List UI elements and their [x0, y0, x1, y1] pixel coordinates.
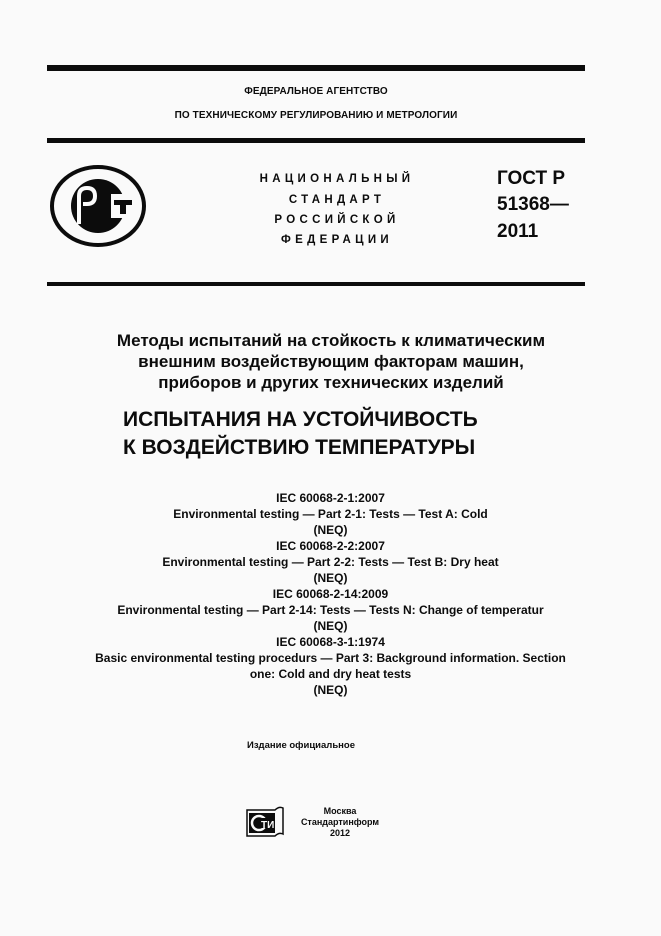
reference-title: Environmental testing — Part 2-1: Tests — Test A: Cold [173, 507, 488, 521]
designation-line-2: 51368— [497, 194, 569, 215]
bottom-rule [47, 282, 585, 286]
main-title-line-2: К ВОЗДЕЙСТВИЮ ТЕМПЕРАТУРЫ [123, 436, 476, 459]
agency-line-2: ПО ТЕХНИЧЕСКОМУ РЕГУЛИРОВАНИЮ И МЕТРОЛОГИИ [174, 110, 458, 121]
reference-degree: (NEQ) [313, 683, 348, 697]
reference-title: Environmental testing — Part 2-14: Tests — Tests N: Change of temperatur [117, 603, 544, 617]
reference-title-continued: one: Cold and dry heat tests [249, 667, 412, 681]
reference-title: Basic environmental testing procedurs — Part 3: Background information. Section [95, 651, 566, 665]
svg-text:ТИ: ТИ [261, 820, 275, 831]
standard-type-line-2: СТАНДАРТ [288, 194, 386, 206]
reference-code: IEC 60068-2-1:2007 [276, 491, 385, 505]
reference-title: Environmental testing — Part 2-2: Tests — Test B: Dry heat [162, 555, 499, 569]
standartinform-logo-icon [245, 806, 285, 838]
designation-line-1: ГОСТ Р [497, 168, 566, 189]
edition-label: Издание официальное [247, 740, 355, 751]
group-title-line-3: приборов и других технических изделий [158, 373, 504, 392]
reference-code: IEC 60068-2-2:2007 [276, 539, 385, 553]
rst-gost-mark-icon [49, 164, 147, 248]
standard-type-line-4: ФЕДЕРАЦИИ [281, 234, 393, 246]
publisher-city: Москва [323, 806, 357, 816]
publisher-year: 2012 [329, 828, 351, 838]
reference-degree: (NEQ) [313, 523, 348, 537]
reference-degree: (NEQ) [313, 619, 348, 633]
agency-line-1: ФЕДЕРАЛЬНОЕ АГЕНТСТВО [244, 86, 388, 97]
top-rule [47, 65, 585, 71]
reference-code: IEC 60068-2-14:2009 [272, 587, 389, 601]
standard-type-line-1: НАЦИОНАЛЬНЫЙ [259, 173, 415, 185]
reference-code: IEC 60068-3-1:1974 [276, 635, 385, 649]
publisher-name: Стандартинформ [300, 817, 380, 827]
middle-rule [47, 138, 585, 143]
group-title-line-1: Методы испытаний на стойкость к климатическим [116, 331, 546, 350]
main-title-line-1: ИСПЫТАНИЯ НА УСТОЙЧИВОСТЬ [123, 408, 478, 431]
standard-type-line-3: РОССИЙСКОЙ [274, 214, 400, 226]
group-title-line-2: внешним воздействующим факторам машин, [138, 352, 524, 371]
reference-degree: (NEQ) [313, 571, 348, 585]
designation-line-3: 2011 [497, 221, 539, 242]
